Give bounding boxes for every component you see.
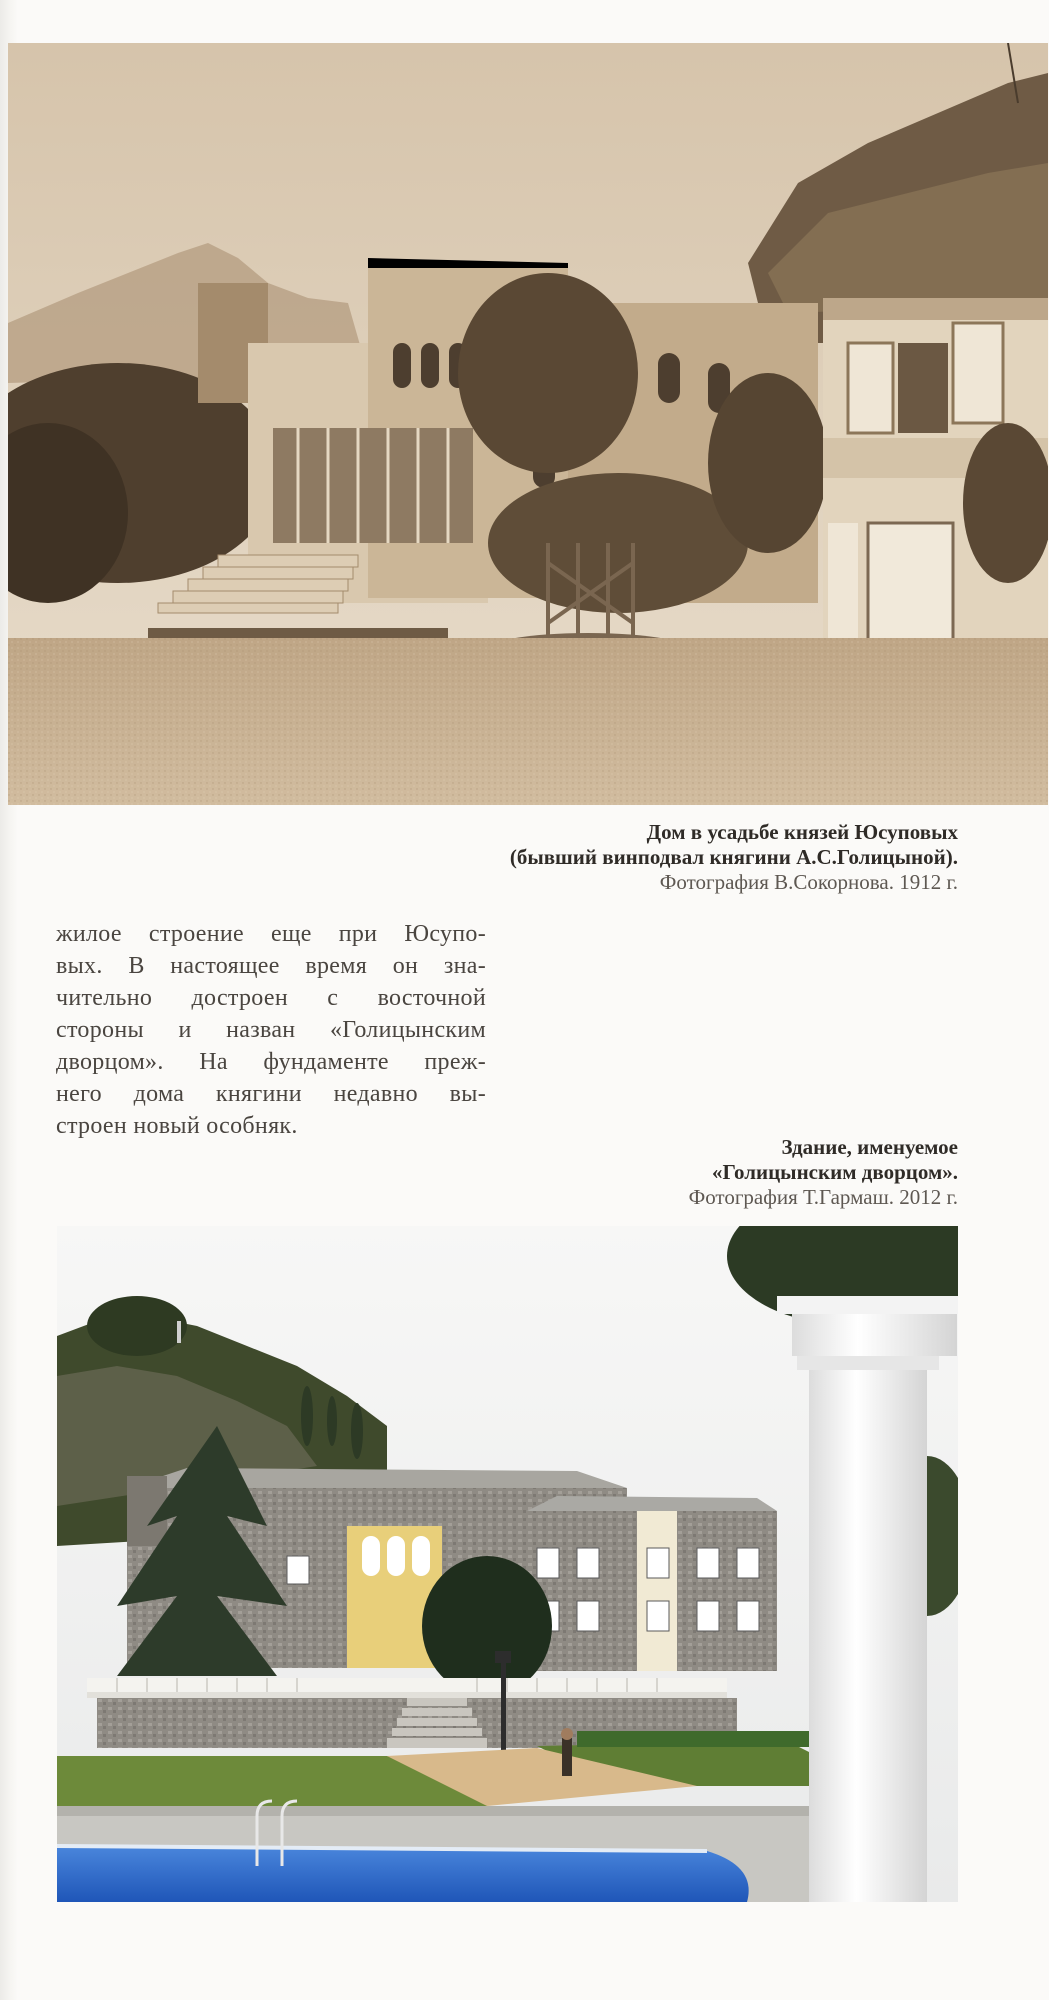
- body-line: него дома княгини недавно вы-: [56, 1081, 486, 1107]
- sepia-photo-illustration: [8, 43, 1048, 805]
- historic-estate-photo: [8, 43, 1048, 805]
- body-line: дворцом». На фундаменте преж-: [56, 1049, 486, 1075]
- caption-photo-credit: Фотография Т.Гармаш. 2012 г.: [688, 1185, 958, 1209]
- caption-title-line-2: «Голицынским дворцом».: [711, 1160, 958, 1184]
- caption-photo-credit: Фотография В.Сокорнова. 1912 г.: [659, 870, 958, 894]
- caption-title-line-1: Здание, именуемое: [781, 1135, 958, 1159]
- colour-photo-illustration: [57, 1226, 958, 1902]
- caption-title-line-1: Дом в усадьбе князей Юсуповых: [646, 820, 958, 844]
- caption-historic-photo: [338, 820, 958, 895]
- body-line: чительно достроен с восточной: [56, 985, 486, 1011]
- caption-title-line-2: (бывший винподвал княгини А.С.Голицыной).: [509, 845, 958, 869]
- body-line: стороны и назван «Голицынским: [56, 1017, 486, 1043]
- body-line: жилое строение еще при Юсупо-: [56, 921, 486, 947]
- body-paragraph: [56, 918, 486, 1142]
- body-line: строен новый особняк.: [56, 1113, 298, 1139]
- golitsyn-palace-photo: [57, 1226, 958, 1902]
- caption-modern-photo: [458, 1135, 958, 1210]
- body-line: вых. В настоящее время он зна-: [56, 953, 486, 979]
